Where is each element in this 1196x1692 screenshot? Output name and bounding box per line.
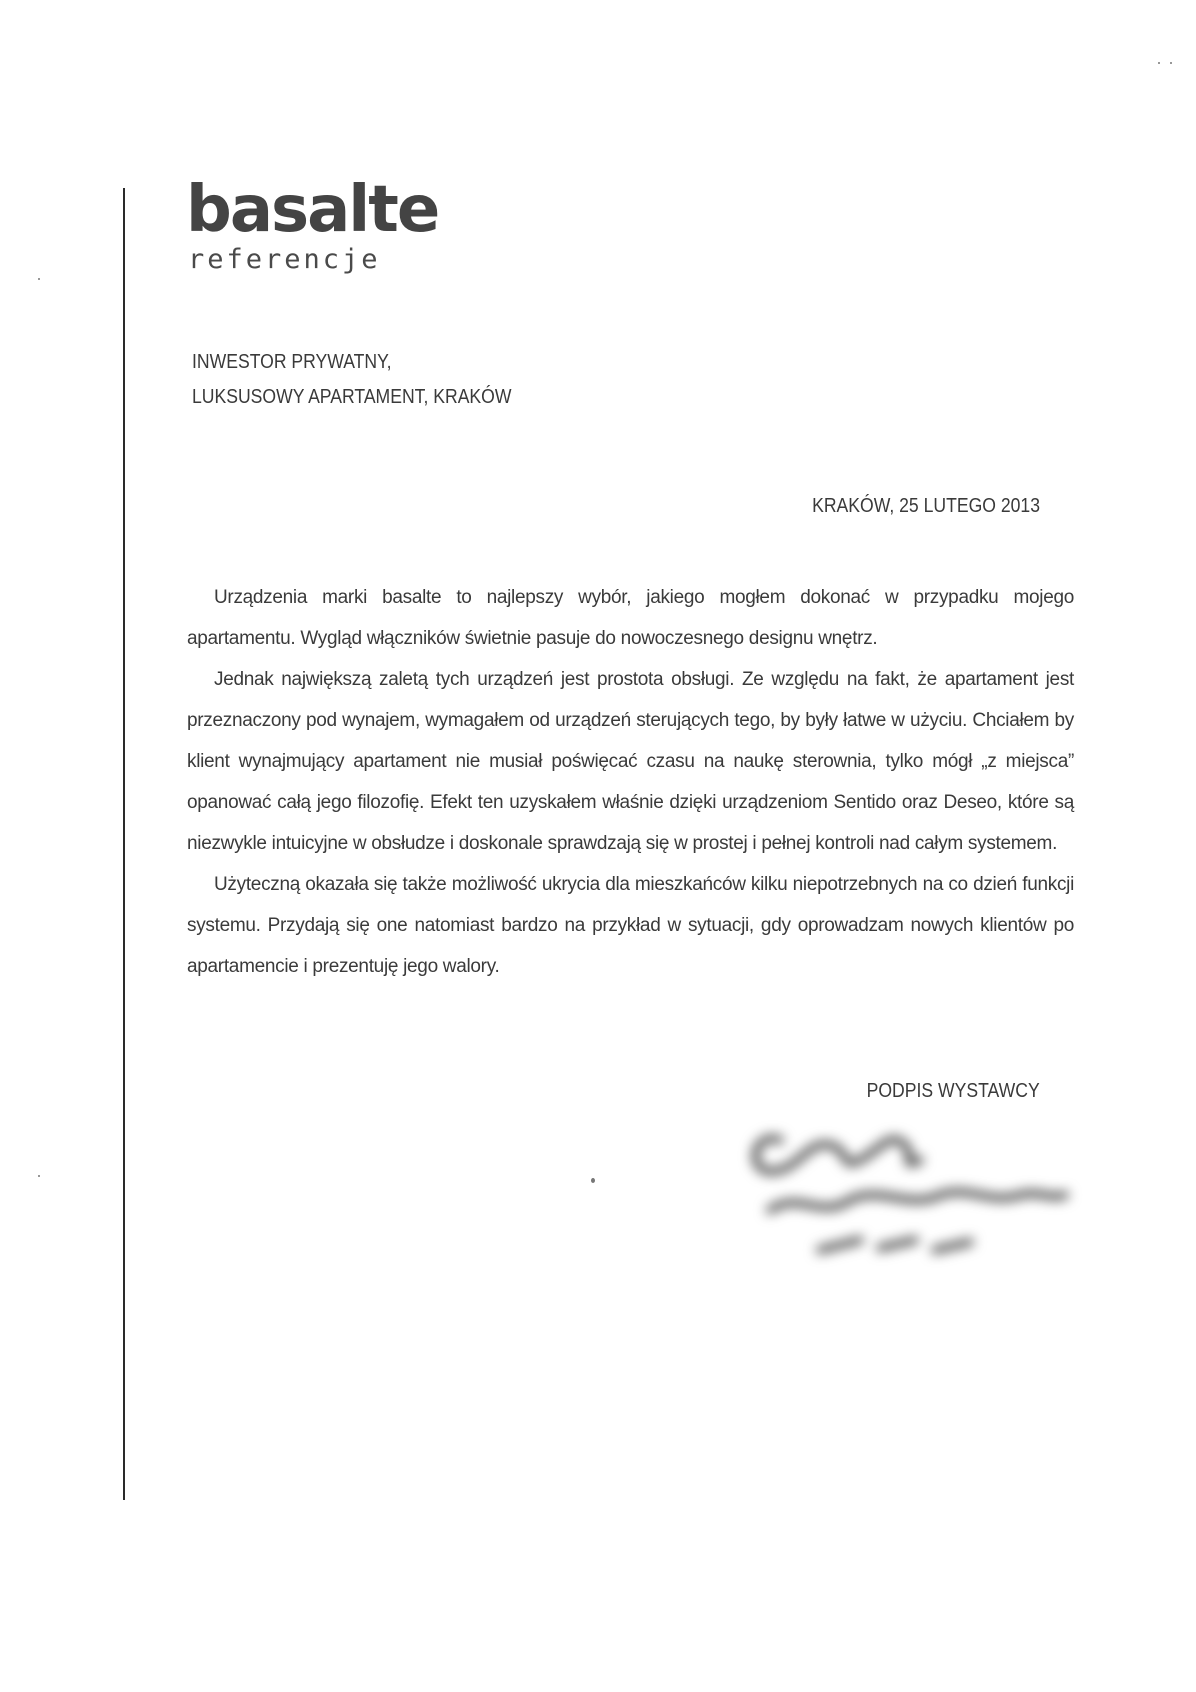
scan-speck <box>38 1175 40 1177</box>
brand-logo: basalte <box>186 173 439 247</box>
scan-speck <box>1170 62 1172 64</box>
paragraph-3: Użyteczną okazała się także możliwość ukrycia dla mieszkańców kilku niepotrzebnych na co dzień funkcji systemu. Przydają się one natomiast bardzo na przykład w sytuacji, gdy oprowadzam nowych klientów po apartamencie i prezentuję jego walory. <box>187 874 1074 977</box>
letter-body <box>187 577 1074 987</box>
letterhead-subtitle: referencje <box>188 244 381 275</box>
recipient-line-2: LUKSUSOWY APARTAMENT, KRAKÓW <box>192 386 512 408</box>
recipient-line-1: INWESTOR PRYWATNY, <box>192 351 392 373</box>
blurred-signature <box>740 1100 1080 1270</box>
paragraph-2: Jednak największą zaletą tych urządzeń jest prostota obsługi. Ze względu na fakt, że apartament jest przeznaczony pod wynajem, wymagałem od urządzeń sterujących tego, by były łatwe w użyciu. Chciałem by klient wynajmujący apartament nie musiał poświęcać czasu na naukę sterownia, tylko mógł „z miejsca” opanować całą jego filozofię. Efekt ten uzyskałem właśnie dzięki urządzeniom Sentido oraz Deseo, które są niezwykle intuicyjne w obsłudze i doskonale sprawdzają się w prostej i pełnej kontroli nad całym systemem. <box>187 669 1074 854</box>
letter-date: KRAKÓW, 25 LUTEGO 2013 <box>812 495 1040 517</box>
signature-label: PODPIS WYSTAWCY <box>866 1080 1040 1102</box>
margin-rule <box>123 188 125 1500</box>
recipient-block <box>192 345 511 415</box>
scan-speck <box>591 1178 595 1183</box>
paragraph-1: Urządzenia marki basalte to najlepszy wybór, jakiego mogłem dokonać w przypadku mojego apartamentu. Wygląd włączników świetnie pasuje do nowoczesnego designu wnętrz. <box>187 587 1074 649</box>
scan-speck <box>38 278 40 280</box>
scan-speck <box>1158 62 1160 64</box>
